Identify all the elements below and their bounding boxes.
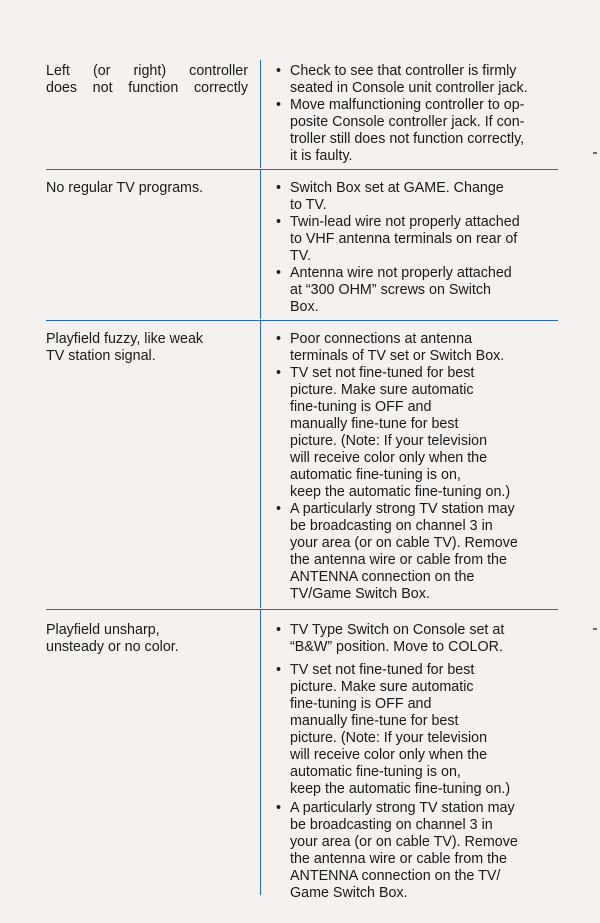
solution-line: keep the automatic fine-tuning on.)	[290, 781, 511, 797]
problem-line: does not function correctly	[46, 80, 248, 96]
solution-line: ANTENNA connection on the	[290, 569, 475, 585]
bullet-icon: •	[276, 501, 282, 517]
solution-line: troller still does not function correctly,	[290, 131, 525, 147]
bullet-icon: •	[276, 800, 282, 816]
solution-line: TV.	[290, 248, 311, 264]
solution-item	[276, 365, 566, 501]
solution-line: be broadcasting on channel 3 in	[290, 817, 493, 833]
solution-line: your area (or on cable TV). Remove	[290, 834, 518, 850]
solution-line: “B&W” position. Move to COLOR.	[290, 639, 503, 655]
bullet-icon: •	[276, 214, 282, 230]
bullet-icon: •	[276, 97, 282, 113]
solution-line: the antenna wire or cable from the	[290, 851, 507, 867]
solution-line: your area (or on cable TV). Remove	[290, 535, 518, 551]
solution-line: ANTENNA connection on the TV/	[290, 868, 501, 884]
solution-list	[276, 63, 566, 165]
solution-line: will receive color only when the	[290, 747, 488, 763]
row-separator	[46, 609, 558, 610]
problem-line: Playfield unsharp,	[46, 622, 160, 638]
solution-line: Switch Box set at GAME. Change	[290, 180, 504, 196]
solution-line: TV set not fine-tuned for best	[290, 662, 475, 678]
solution-line: fine-tuning is OFF and	[290, 696, 432, 712]
solution-line: will receive color only when the	[290, 450, 488, 466]
solution-item	[276, 501, 566, 603]
solution-line: be broadcasting on channel 3 in	[290, 518, 493, 534]
solution-line: fine-tuning is OFF and	[290, 399, 432, 415]
problem-line: TV station signal.	[46, 348, 156, 364]
solution-item	[276, 265, 566, 316]
solution-line: TV/Game Switch Box.	[290, 586, 430, 602]
bullet-icon: •	[276, 331, 282, 347]
solution-line: picture. (Note: If your television	[290, 730, 488, 746]
problem-line: Left (or right) controller	[46, 63, 248, 79]
solution-item	[276, 63, 566, 97]
solution-list	[276, 331, 566, 603]
problem-text	[46, 622, 248, 656]
problem-text	[46, 63, 248, 97]
solution-line: to TV.	[290, 197, 327, 213]
problem-line: Playfield fuzzy, like weak	[46, 331, 204, 347]
solution-item	[276, 800, 566, 902]
bullet-icon: •	[276, 662, 282, 678]
solution-line: picture. Make sure automatic	[290, 382, 474, 398]
column-divider	[260, 321, 261, 608]
solution-item	[276, 622, 566, 656]
solution-line: at “300 OHM” screws on Switch	[290, 282, 492, 298]
column-divider	[260, 170, 261, 319]
problem-line: No regular TV programs.	[46, 180, 204, 196]
solution-line: Twin-lead wire not properly attached	[290, 214, 520, 230]
solution-line: the antenna wire or cable from the	[290, 552, 507, 568]
solution-item	[276, 662, 566, 798]
solution-line: Game Switch Box.	[290, 885, 408, 901]
paper-edge-mark	[593, 152, 597, 154]
column-divider	[260, 610, 261, 895]
solution-item	[276, 97, 566, 165]
solution-line: Check to see that controller is firmly	[290, 63, 517, 79]
problem-text	[46, 180, 248, 197]
solution-line: keep the automatic fine-tuning on.)	[290, 484, 511, 500]
row-separator	[46, 169, 558, 170]
solution-item	[276, 180, 566, 214]
solution-line: picture. (Note: If your television	[290, 433, 488, 449]
solution-line: A particularly strong TV station may	[290, 501, 515, 517]
paper-edge-mark	[593, 628, 597, 630]
bullet-icon: •	[276, 180, 282, 196]
solution-line: Move malfunctioning controller to op-	[290, 97, 525, 113]
solution-line: to VHF antenna terminals on rear of	[290, 231, 518, 247]
column-divider	[260, 60, 261, 168]
solution-list	[276, 622, 566, 902]
solution-item	[276, 331, 566, 365]
bullet-icon: •	[276, 365, 282, 381]
solution-line: A particularly strong TV station may	[290, 800, 515, 816]
solution-line: TV set not fine-tuned for best	[290, 365, 475, 381]
bullet-icon: •	[276, 63, 282, 79]
bullet-icon: •	[276, 265, 282, 281]
problem-line: unsteady or no color.	[46, 639, 179, 655]
row-separator	[46, 320, 558, 321]
solution-list	[276, 180, 566, 316]
solution-line: manually fine-tune for best	[290, 416, 459, 432]
solution-line: Antenna wire not properly attached	[290, 265, 512, 281]
solution-line: picture. Make sure automatic	[290, 679, 474, 695]
solution-line: Box.	[290, 299, 319, 315]
solution-line: terminals of TV set or Switch Box.	[290, 348, 505, 364]
solution-line: automatic fine-tuning is on,	[290, 764, 461, 780]
solution-line: Poor connections at antenna	[290, 331, 473, 347]
solution-item	[276, 214, 566, 265]
solution-line: automatic fine-tuning is on,	[290, 467, 461, 483]
solution-line: seated in Console unit controller jack.	[290, 80, 528, 96]
bullet-icon: •	[276, 622, 282, 638]
solution-line: it is faulty.	[290, 148, 353, 164]
solution-line: TV Type Switch on Console set at	[290, 622, 505, 638]
solution-line: posite Console controller jack. If con-	[290, 114, 525, 130]
solution-line: manually fine-tune for best	[290, 713, 459, 729]
problem-text	[46, 331, 248, 365]
